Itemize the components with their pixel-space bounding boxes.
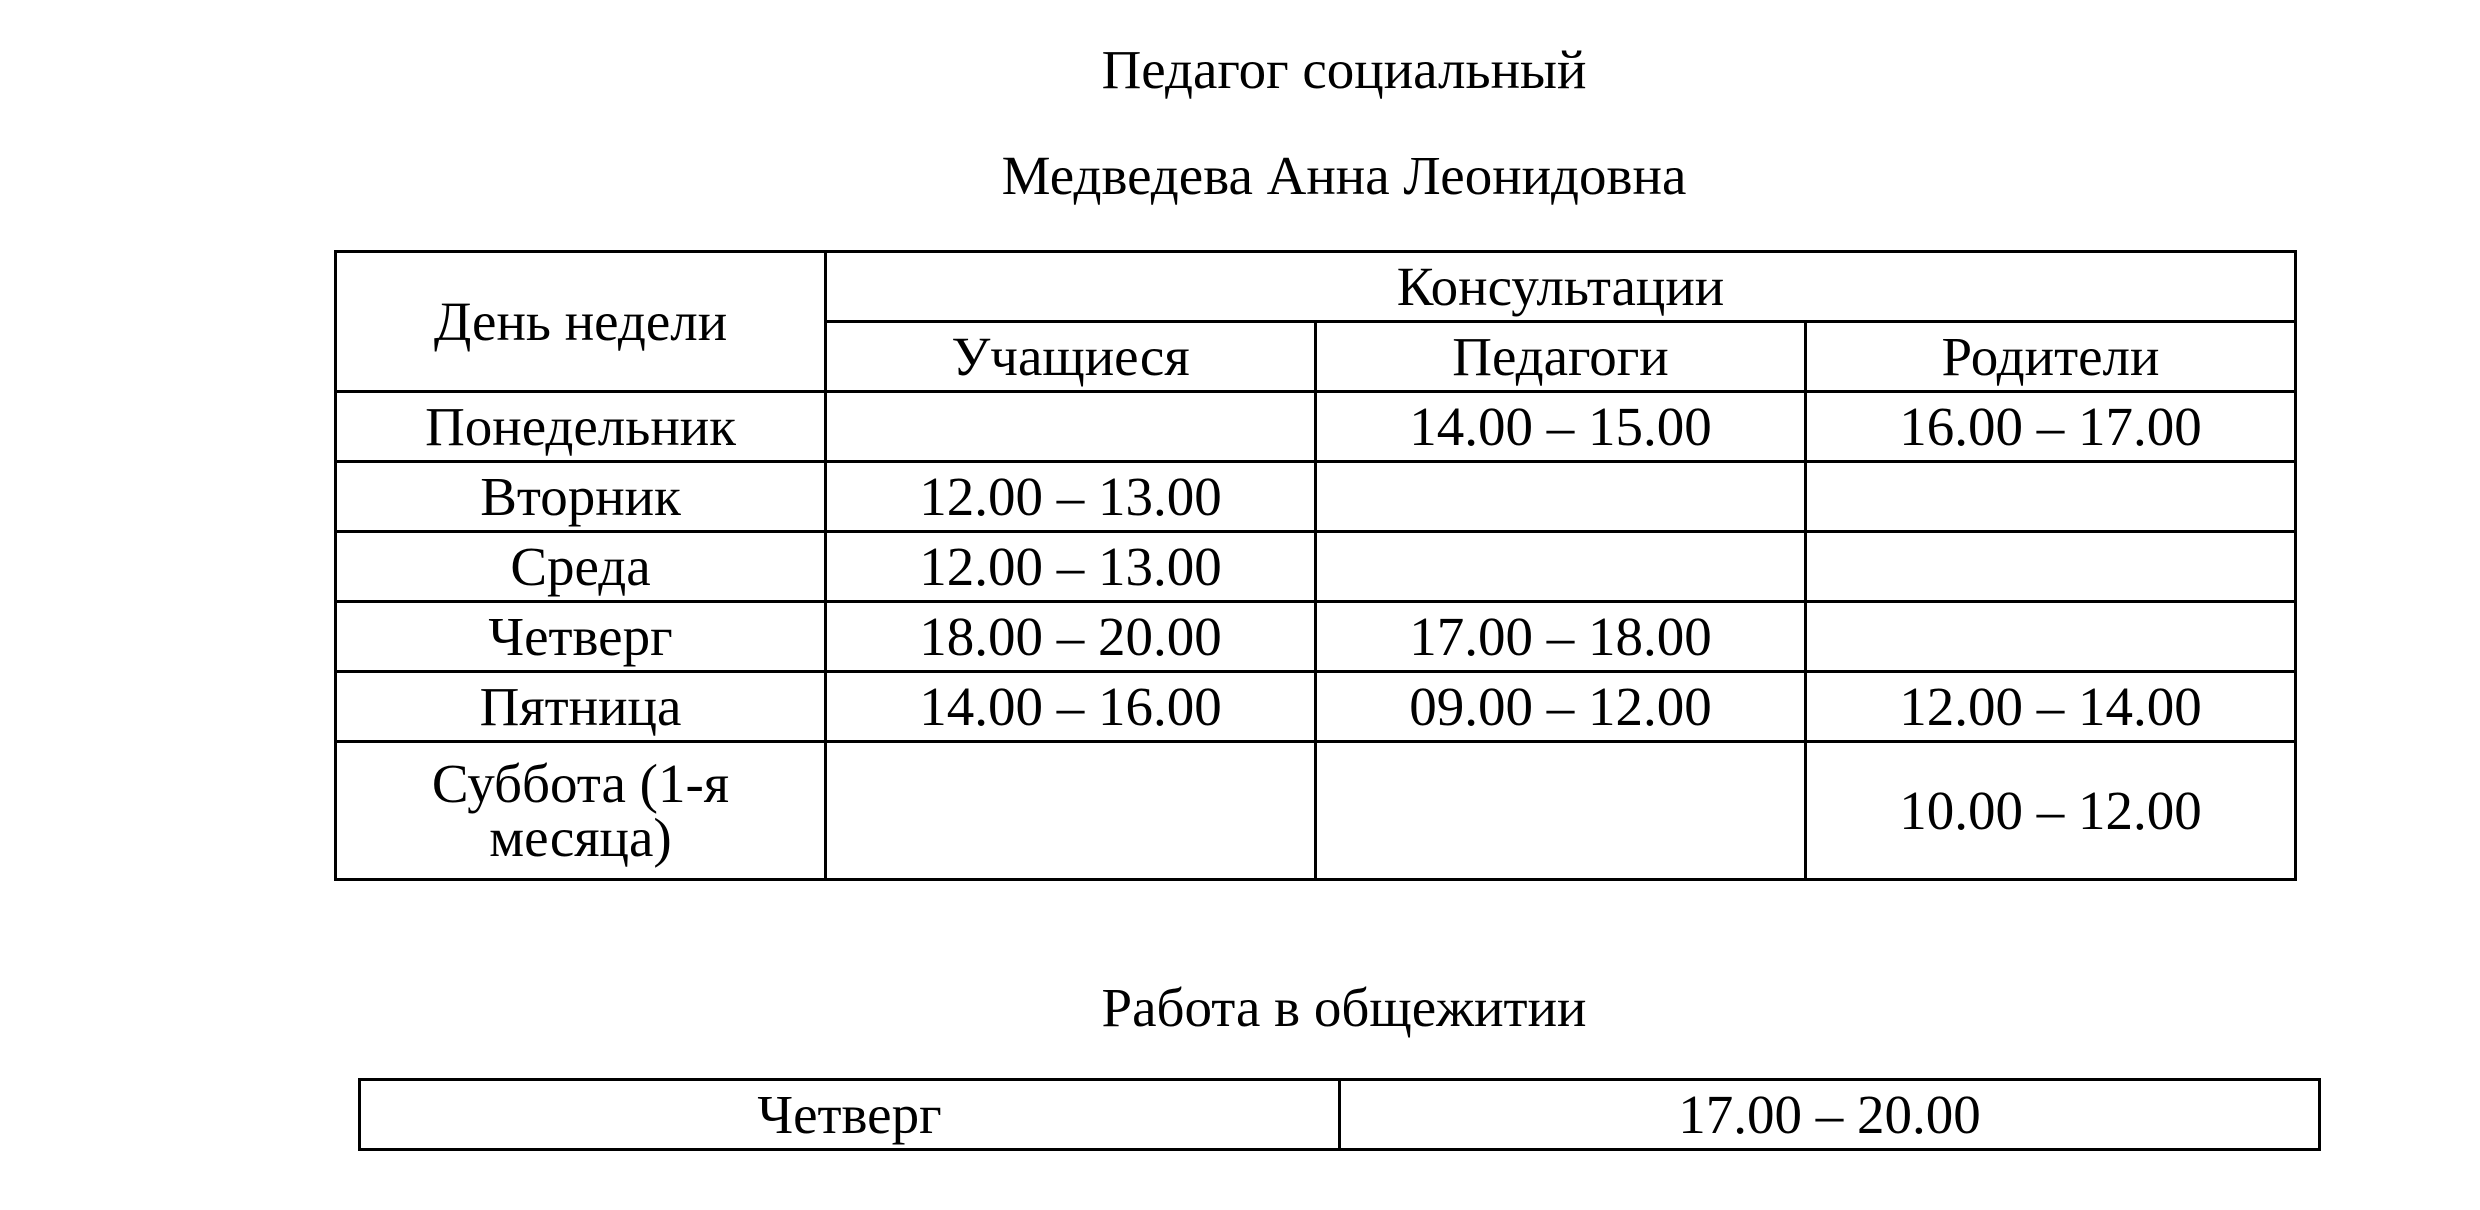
parents-time-cell (1806, 532, 2296, 602)
parents-time-cell (1806, 602, 2296, 672)
dorm-schedule-table (358, 1078, 2321, 1151)
table-row (336, 672, 2296, 742)
table-row (360, 1080, 2320, 1150)
consultation-schedule-table (334, 250, 2297, 881)
teachers-time-cell (1316, 532, 1806, 602)
students-time-cell: 12.00 – 13.00 (826, 462, 1316, 532)
day-cell: Четверг (336, 602, 826, 672)
header-consultations: Консультации (826, 252, 2296, 322)
dorm-section-title: Работа в общежитии (1101, 977, 1587, 1038)
table-row (336, 602, 2296, 672)
dorm-day-cell: Четверг (360, 1080, 1340, 1150)
table-header-row (336, 252, 2296, 322)
students-time-cell: 12.00 – 13.00 (826, 532, 1316, 602)
teachers-time-cell (1316, 462, 1806, 532)
header-teachers: Педагоги (1316, 322, 1806, 392)
position-title: Педагог социальный (1101, 39, 1587, 100)
parents-time-cell: 16.00 – 17.00 (1806, 392, 2296, 462)
parents-time-cell: 12.00 – 14.00 (1806, 672, 2296, 742)
parents-time-cell: 10.00 – 12.00 (1806, 742, 2296, 880)
students-time-cell (826, 392, 1316, 462)
parents-time-cell (1806, 462, 2296, 532)
header-day-of-week: День недели (336, 252, 826, 392)
table-row (336, 392, 2296, 462)
day-cell: Среда (336, 532, 826, 602)
person-name: Медведева Анна Леонидовна (1001, 145, 1687, 206)
table-row (336, 742, 2296, 880)
day-cell: Понедельник (336, 392, 826, 462)
students-time-cell: 14.00 – 16.00 (826, 672, 1316, 742)
teachers-time-cell: 17.00 – 18.00 (1316, 602, 1806, 672)
day-cell: Суббота (1-я месяца) (336, 742, 826, 880)
day-cell: Вторник (336, 462, 826, 532)
teachers-time-cell: 09.00 – 12.00 (1316, 672, 1806, 742)
students-time-cell (826, 742, 1316, 880)
table-row (336, 532, 2296, 602)
header-students: Учащиеся (826, 322, 1316, 392)
header-parents: Родители (1806, 322, 2296, 392)
dorm-time-cell: 17.00 – 20.00 (1340, 1080, 2320, 1150)
day-cell: Пятница (336, 672, 826, 742)
teachers-time-cell: 14.00 – 15.00 (1316, 392, 1806, 462)
students-time-cell: 18.00 – 20.00 (826, 602, 1316, 672)
teachers-time-cell (1316, 742, 1806, 880)
table-row (336, 462, 2296, 532)
